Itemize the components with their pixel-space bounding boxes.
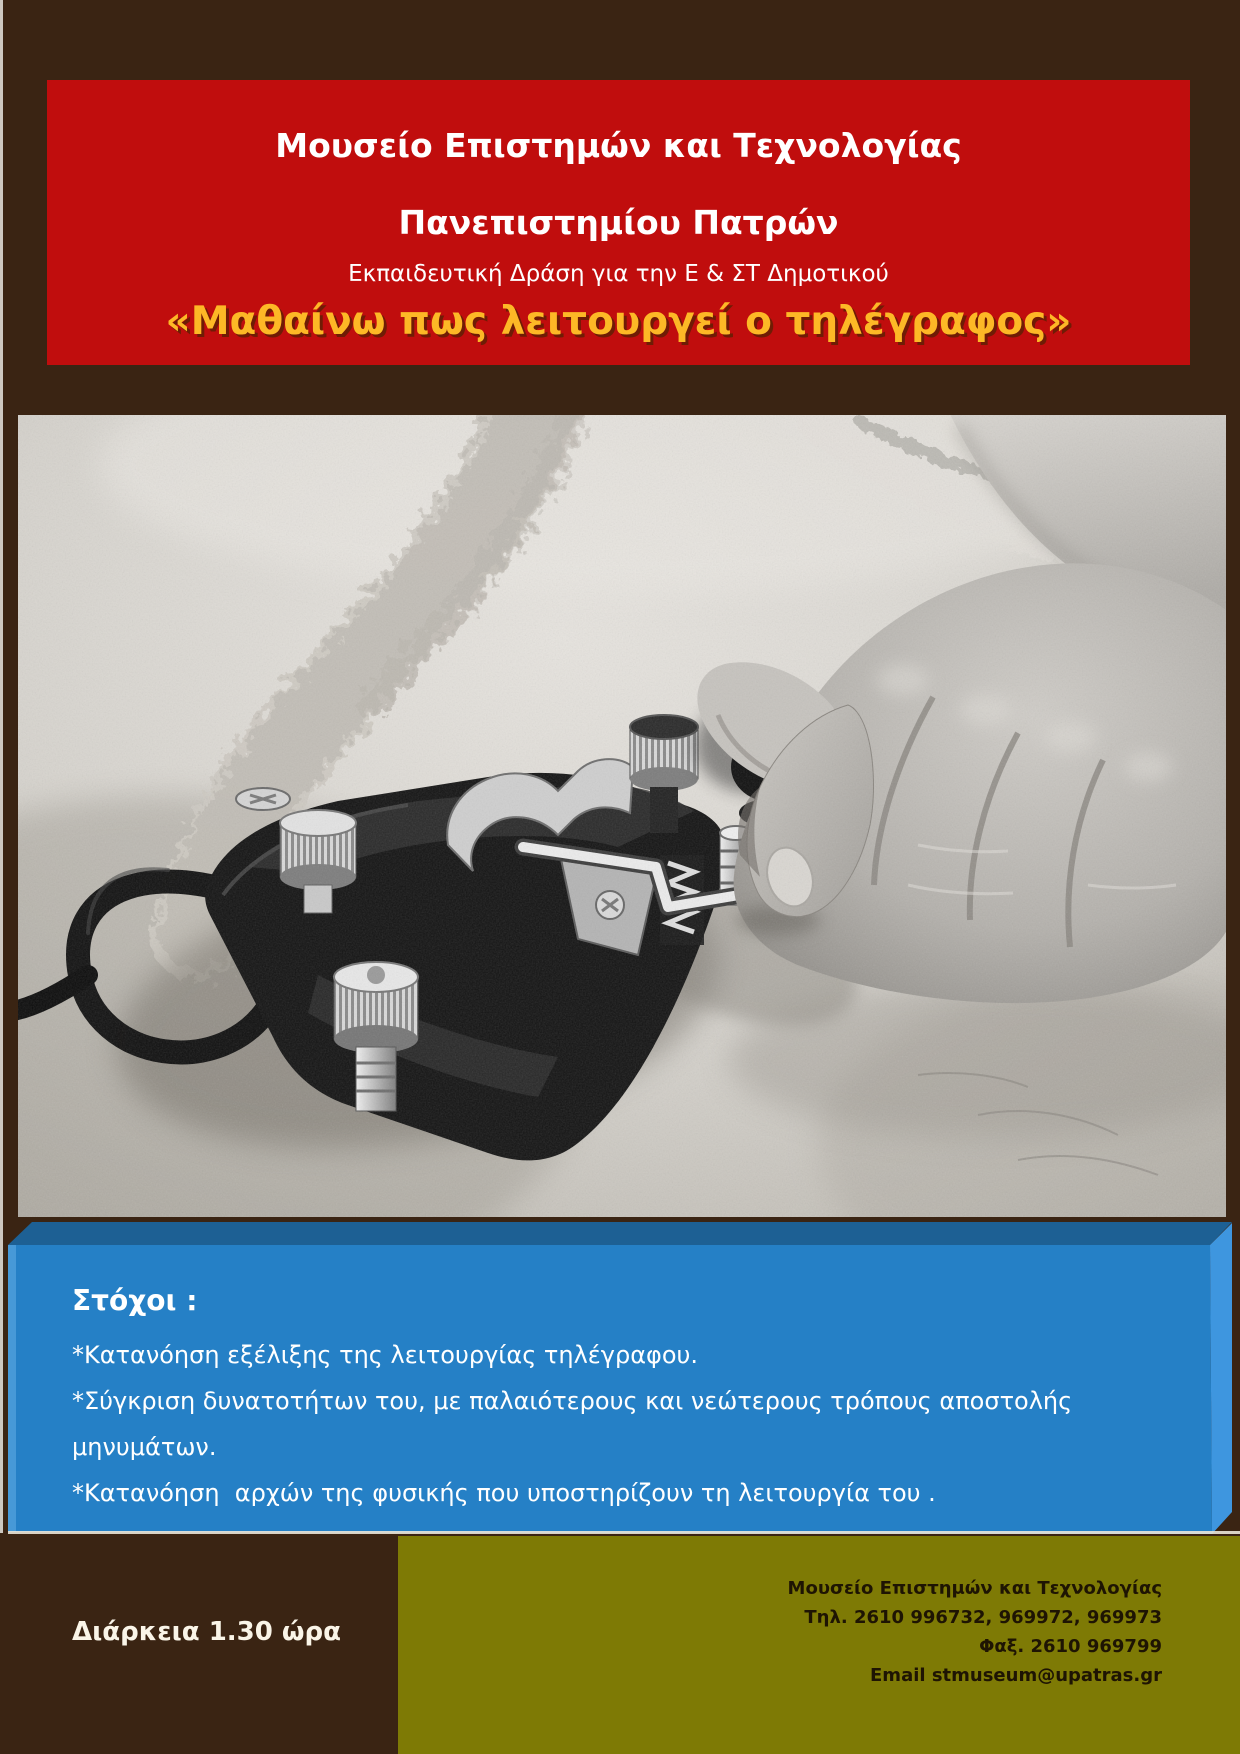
box-bottom-line (8, 1531, 1240, 1534)
box-left-highlight (8, 1245, 16, 1532)
museum-title-line2: Πανεπιστημίου Πατρών (398, 202, 839, 242)
contact-panel (398, 1536, 1240, 1754)
telegraph-photo-svg (18, 415, 1226, 1217)
museum-title-line1: Μουσείο Επιστημών και Τεχνολογίας (275, 126, 962, 165)
duration-label: Διάρκεια 1.30 ώρα (72, 1617, 341, 1647)
contact-email: Email stmuseum@upatras.gr (870, 1665, 1162, 1686)
activity-headline: «Μαθαίνω πως λειτουργεί ο τηλέγραφος» (165, 298, 1072, 344)
objective-item: *Σύγκριση δυνατοτήτων του, με παλαιότερους και νεώτερους τρόπους αποστολής μηνυμάτων. (72, 1387, 1080, 1461)
contact-fax: Φαξ. 2610 969799 (979, 1636, 1162, 1657)
objectives-panel (72, 1283, 1136, 1516)
telegraph-photo (18, 415, 1226, 1217)
objectives-heading: Στόχοι : (72, 1284, 198, 1317)
contact-museum-name: Μουσείο Επιστημών και Τεχνολογίας (787, 1578, 1162, 1599)
header-banner (47, 80, 1190, 365)
photo-grain-overlay (18, 415, 1226, 1217)
box-right-face (1210, 1223, 1232, 1534)
activity-subtitle: Εκπαιδευτική Δράση για την Ε & ΣΤ Δημοτικού (348, 261, 889, 288)
box-top-face (8, 1222, 1232, 1245)
contact-phone: Τηλ. 2610 996732, 969972, 969973 (804, 1607, 1162, 1628)
objective-item: *Κατανόηση αρχών της φυσικής που υποστηρίζουν τη λειτουργία του . (72, 1479, 936, 1507)
objective-item: *Κατανόηση εξέλιξης της λειτουργίας τηλέγραφου. (72, 1341, 699, 1369)
